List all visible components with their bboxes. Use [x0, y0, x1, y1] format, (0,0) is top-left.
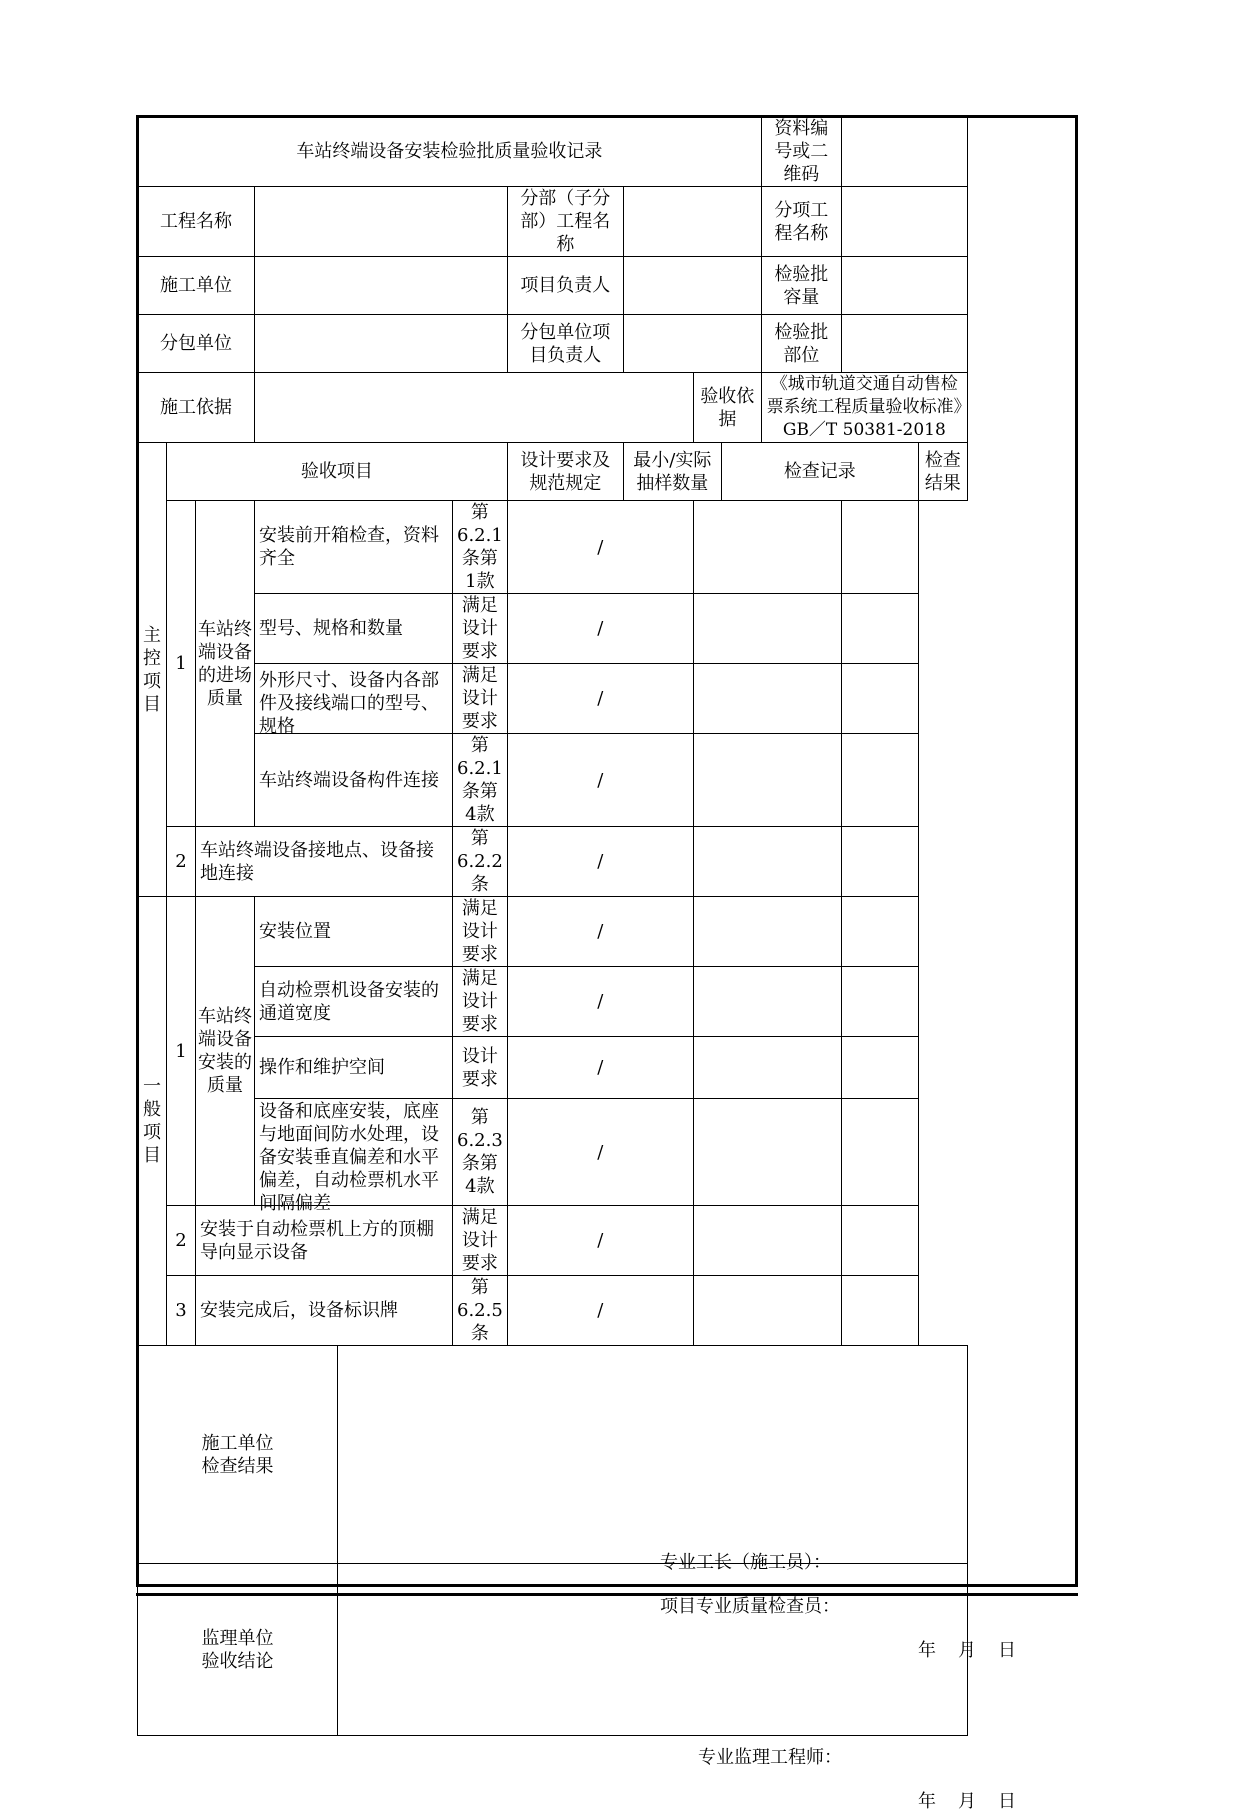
main-group-2-no: 2: [167, 827, 196, 897]
gen-group-2-item: 安装于自动检票机上方的顶棚导向显示设备: [196, 1206, 453, 1276]
doc-no-field[interactable]: [841, 117, 967, 187]
gen-group-3-sample: /: [507, 1276, 693, 1346]
foreman-signature-label: 专业工长（施工员）：: [660, 1551, 831, 1573]
main-group-2-sample: /: [507, 827, 693, 897]
main-row-2-sample: /: [507, 594, 693, 664]
project-manager-field[interactable]: [623, 257, 761, 315]
main-row-4-result[interactable]: [841, 734, 918, 827]
subcontractor-label: 分包单位: [138, 315, 255, 373]
main-row-4-req: 第6.2.1条第4款: [453, 734, 508, 827]
col-requirement-header: 设计要求及规范规定: [507, 443, 623, 501]
gen-row-4-sample: /: [507, 1099, 693, 1206]
contractor-check-area[interactable]: [338, 1346, 1016, 1661]
main-row-4-item: 车站终端设备构件连接: [255, 734, 453, 827]
year-label: 年: [918, 1639, 936, 1661]
gen-row-1-record[interactable]: [693, 897, 841, 967]
sub-project-manager-label: 分包单位项目负责人: [507, 315, 623, 373]
main-row-3-sample: /: [507, 664, 693, 734]
subitem-name-label: 分项工程名称: [761, 187, 841, 257]
engineer-signature-label: 专业监理工程师：: [698, 1746, 842, 1768]
main-row-3-item-text: 外形尺寸、设备内各部件及接线端口的型号、规格: [259, 669, 439, 737]
main-group-1-name: 车站终端设备的进场质量: [196, 501, 255, 827]
batch-location-label: 检验批部位: [761, 315, 841, 373]
gen-row-4-record[interactable]: [693, 1099, 841, 1206]
gen-row-4-item-text: 设备和底座安装，底座与地面间防水处理，设备安装垂直偏差和水平偏差，自动检票机水平间隔偏差: [259, 1101, 439, 1214]
sub-project-manager-field[interactable]: [623, 315, 761, 373]
gen-group-2-result[interactable]: [841, 1206, 918, 1276]
gen-group-3-req: 第6.2.5条: [453, 1276, 508, 1346]
project-name-field[interactable]: [255, 187, 508, 257]
inspection-record-table: [137, 116, 1016, 1812]
gen-group-2-no: 2: [167, 1206, 196, 1276]
main-row-1-record[interactable]: [693, 501, 841, 594]
col-item-header: 验收项目: [167, 443, 508, 501]
gen-row-4-result[interactable]: [841, 1099, 918, 1206]
main-row-2-item: 型号、规格和数量: [255, 594, 453, 664]
doc-no-label: 资料编号或二维码: [761, 117, 841, 187]
main-group-2-item: 车站终端设备接地点、设备接地连接: [196, 827, 453, 897]
main-group-2-req: 第6.2.2条: [453, 827, 508, 897]
acceptance-basis-label: 验收依据: [693, 373, 761, 443]
gen-row-2-req: 满足设计要求: [453, 967, 508, 1037]
gen-row-1-sample: /: [507, 897, 693, 967]
main-row-2-record[interactable]: [693, 594, 841, 664]
gen-row-1-item: 安装位置: [255, 897, 453, 967]
form-title: 车站终端设备安装检验批质量验收记录: [138, 117, 762, 187]
day-label: 日: [998, 1639, 1016, 1661]
supervisor-date: [918, 1790, 1038, 1813]
month-label: 月: [958, 1790, 976, 1812]
main-group-2-result[interactable]: [841, 827, 918, 897]
supervisor-check-label: 监理单位验收结论: [138, 1564, 338, 1736]
main-row-1-req: 第6.2.1条第1款: [453, 501, 508, 594]
division-name-label: 分部（子分部）工程名称: [507, 187, 623, 257]
gen-row-1-req: 满足设计要求: [453, 897, 508, 967]
day-label: 日: [998, 1790, 1016, 1812]
gen-group-3-no: 3: [167, 1276, 196, 1346]
batch-location-field[interactable]: [841, 315, 967, 373]
gen-group-3-record[interactable]: [693, 1276, 841, 1346]
main-row-2-req: 满足设计要求: [453, 594, 508, 664]
contractor-field[interactable]: [255, 257, 508, 315]
main-row-3-item: [255, 664, 453, 737]
gen-row-2-sample: /: [507, 967, 693, 1037]
general-label: 一般项目: [138, 897, 167, 1346]
gen-group-2-record[interactable]: [693, 1206, 841, 1276]
col-result-header: 检查结果: [918, 443, 967, 501]
main-row-1-sample: /: [507, 501, 693, 594]
main-group-2-record[interactable]: [693, 827, 841, 897]
project-name-label: 工程名称: [138, 187, 255, 257]
bottom-rule: [136, 1593, 1078, 1596]
gen-row-3-item: 操作和维护空间: [255, 1037, 453, 1099]
main-row-3-req: 满足设计要求: [453, 664, 508, 734]
col-record-header: 检查记录: [721, 443, 918, 501]
subitem-name-field[interactable]: [841, 187, 967, 257]
supervisor-check-area[interactable]: [338, 1564, 1016, 1812]
col-sample-header: 最小/实际抽样数量: [623, 443, 721, 501]
gen-group-2-req: 满足设计要求: [453, 1206, 508, 1276]
contractor-check-label: 施工单位检查结果: [138, 1346, 338, 1564]
subcontractor-field[interactable]: [255, 315, 508, 373]
main-group-1-no: 1: [167, 501, 196, 827]
gen-row-4-req: 第6.2.3条第4款: [453, 1099, 508, 1206]
inspector-signature-label: 项目专业质量检查员：: [660, 1595, 840, 1617]
gen-group-1-name: 车站终端设备安装的质量: [196, 897, 255, 1206]
month-label: 月: [958, 1639, 976, 1661]
gen-row-3-result[interactable]: [841, 1037, 918, 1099]
gen-row-3-req: 设计要求: [453, 1037, 508, 1099]
batch-capacity-label: 检验批容量: [761, 257, 841, 315]
main-row-3-record[interactable]: [693, 664, 841, 734]
contractor-date: [918, 1639, 1038, 1662]
acceptance-basis-value: 《城市轨道交通自动售检票系统工程质量验收标准》GB／T 50381-2018: [761, 373, 967, 443]
gen-row-2-record[interactable]: [693, 967, 841, 1037]
gen-row-2-result[interactable]: [841, 967, 918, 1037]
main-row-1-item: 安装前开箱检查，资料齐全: [255, 501, 453, 594]
gen-group-1-no: 1: [167, 897, 196, 1206]
year-label: 年: [918, 1790, 936, 1812]
main-row-4-sample: /: [507, 734, 693, 827]
main-row-2-result[interactable]: [841, 594, 918, 664]
construction-basis-field[interactable]: [255, 373, 694, 443]
division-name-field[interactable]: [623, 187, 761, 257]
gen-row-3-record[interactable]: [693, 1037, 841, 1099]
main-row-1-result[interactable]: [841, 501, 918, 594]
project-manager-label: 项目负责人: [507, 257, 623, 315]
construction-basis-label: 施工依据: [138, 373, 255, 443]
gen-group-3-item: 安装完成后，设备标识牌: [196, 1276, 453, 1346]
main-control-label: 主控项目: [138, 443, 167, 897]
gen-group-2-sample: /: [507, 1206, 693, 1276]
gen-row-2-item: 自动检票机设备安装的通道宽度: [255, 967, 453, 1037]
gen-row-4-item: [255, 1099, 453, 1214]
main-row-3-result[interactable]: [841, 664, 918, 734]
batch-capacity-field[interactable]: [841, 257, 967, 315]
gen-row-1-result[interactable]: [841, 897, 918, 967]
gen-row-3-sample: /: [507, 1037, 693, 1099]
gen-group-3-result[interactable]: [841, 1276, 918, 1346]
main-row-4-record[interactable]: [693, 734, 841, 827]
contractor-label: 施工单位: [138, 257, 255, 315]
